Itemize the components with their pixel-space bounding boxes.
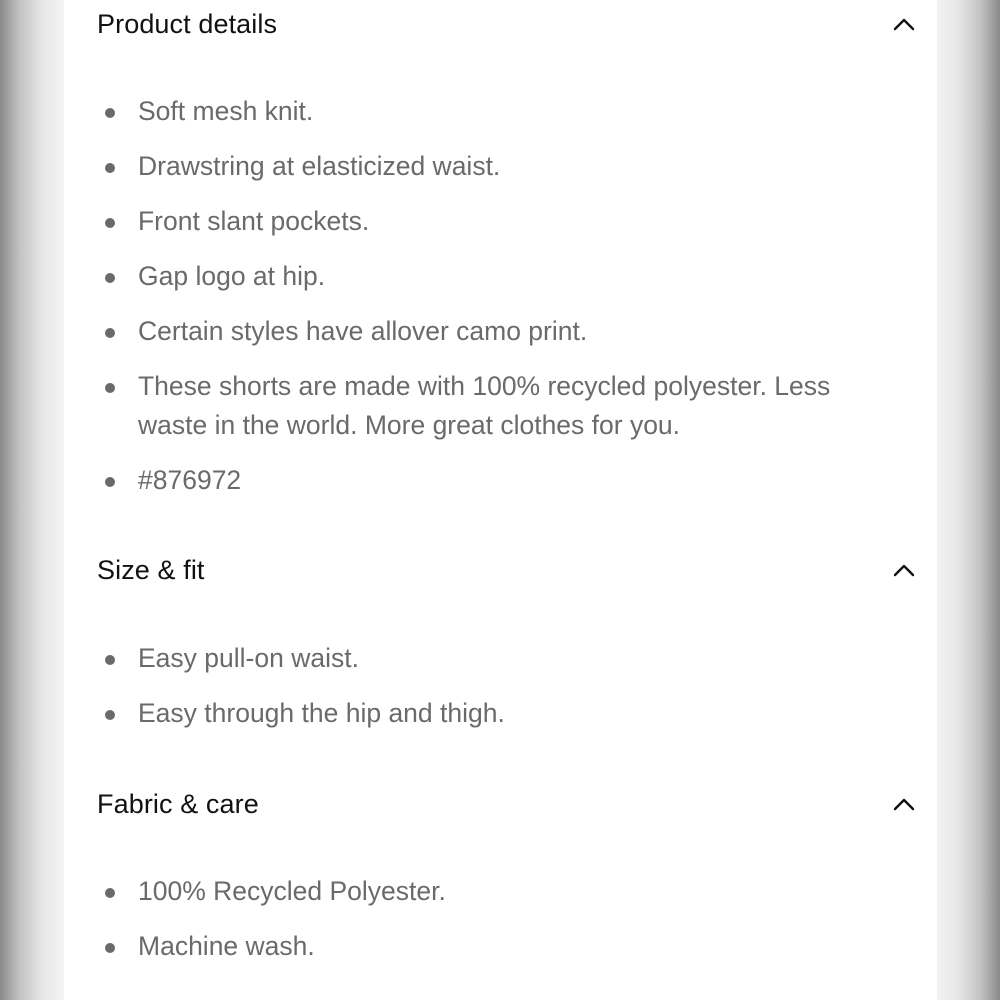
- fabric-care-header[interactable]: [97, 784, 917, 824]
- list-item: #876972: [104, 461, 894, 500]
- chevron-up-icon[interactable]: [891, 557, 917, 583]
- list-item: Drawstring at elasticized waist.: [104, 147, 894, 186]
- product-details-header[interactable]: [97, 4, 917, 44]
- list-item: Front slant pockets.: [104, 202, 894, 241]
- size-fit-header[interactable]: [97, 550, 917, 590]
- chevron-up-icon[interactable]: [891, 11, 917, 37]
- size-fit-list: [104, 639, 894, 749]
- size-fit-title: Size & fit: [97, 554, 205, 585]
- list-item: Gap logo at hip.: [104, 257, 894, 296]
- list-item: Certain styles have allover camo print.: [104, 312, 894, 351]
- product-details-title: Product details: [97, 8, 278, 39]
- list-item: Easy pull-on waist.: [104, 639, 894, 678]
- product-details-list: [104, 92, 894, 516]
- list-item: 100% Recycled Polyester.: [104, 872, 894, 911]
- list-item: These shorts are made with 100% recycled polyester. Less waste in the world. More great clothes for you.: [104, 367, 894, 445]
- fabric-care-title: Fabric & care: [97, 788, 259, 819]
- fabric-care-list: [104, 872, 894, 982]
- product-info-panel: [64, 0, 937, 1000]
- list-item: Easy through the hip and thigh.: [104, 694, 894, 733]
- list-item: Machine wash.: [104, 927, 894, 966]
- list-item: Soft mesh knit.: [104, 92, 894, 131]
- chevron-up-icon[interactable]: [891, 791, 917, 817]
